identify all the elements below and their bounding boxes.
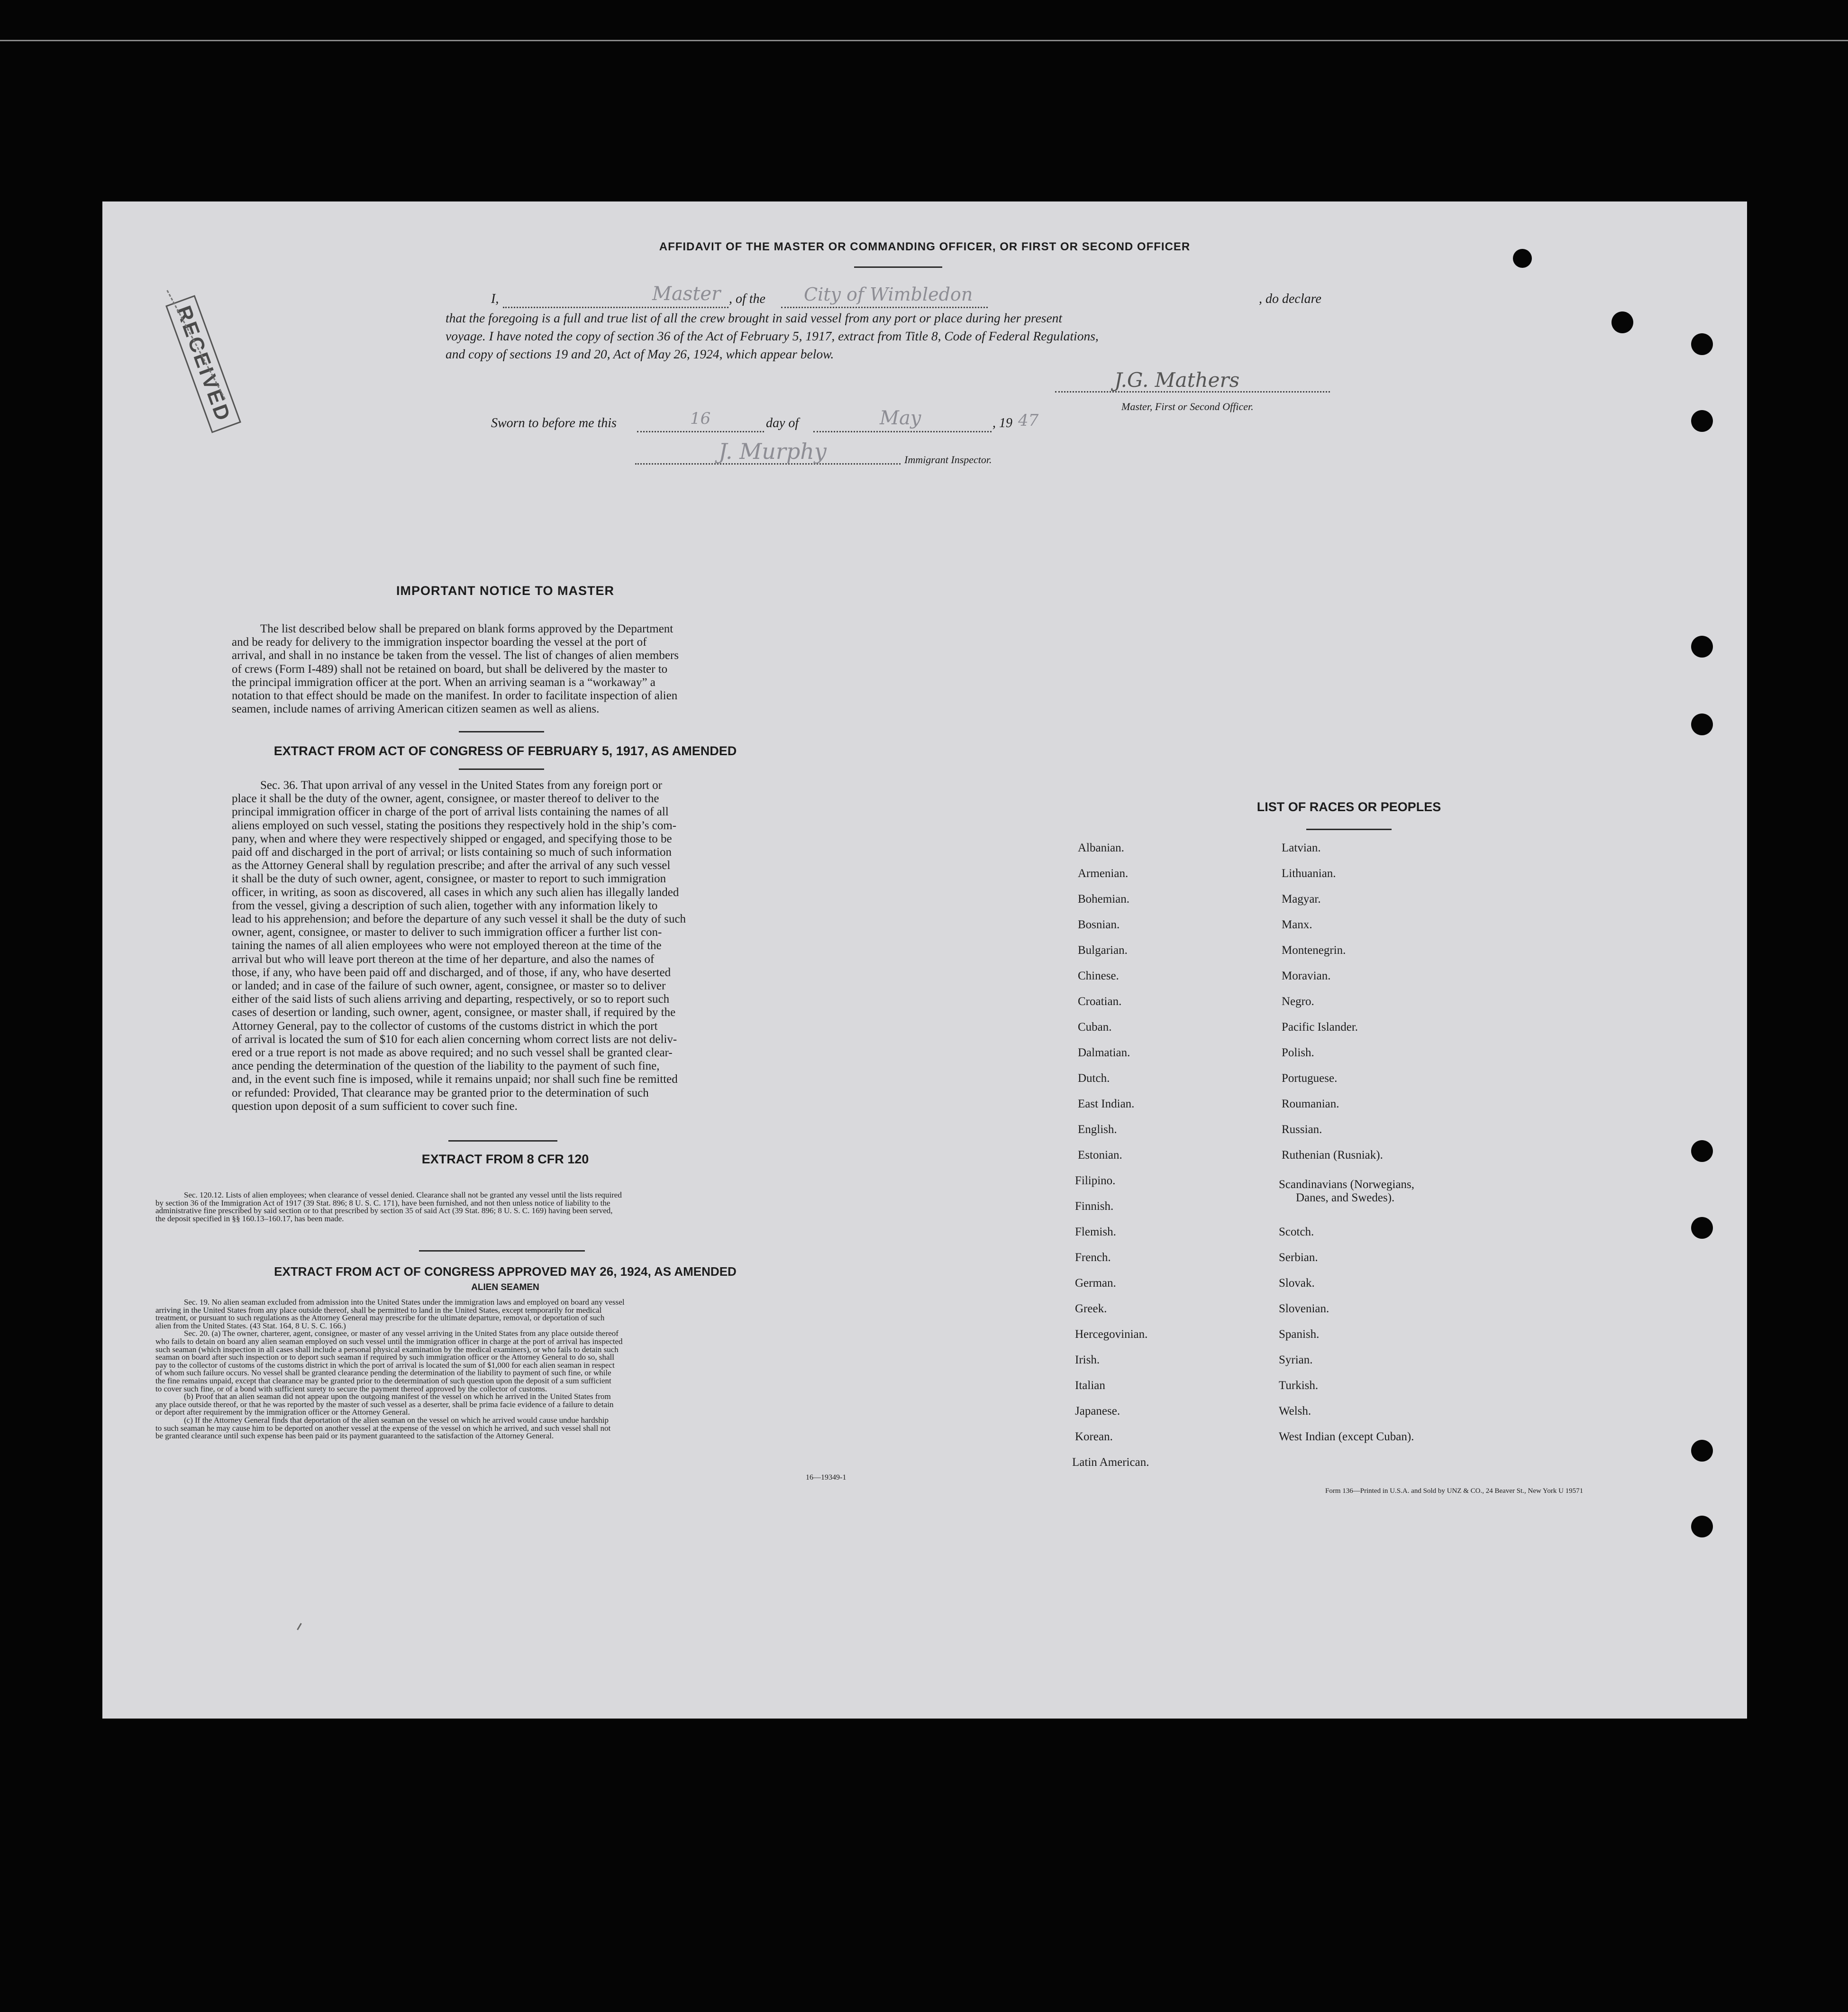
punch-hole	[1611, 311, 1633, 333]
race-item: Greek.	[1075, 1302, 1107, 1315]
inspector-caption: Immigrant Inspector.	[904, 454, 992, 466]
extract-1917-line: arrival but who will leave port thereon at the time of her departure, and also the names of	[232, 952, 655, 966]
race-item: Irish.	[1075, 1354, 1100, 1366]
affidavit-divider	[854, 266, 942, 268]
notice-line: of crews (Form I-489) shall not be retained on board, but shall be delivered by the master to	[232, 662, 668, 676]
extract-1917-line: principal immigration officer in charge of the port of arrival lists containing the names of all	[232, 805, 669, 819]
race-item: Japanese.	[1075, 1405, 1120, 1418]
section-divider	[419, 1250, 585, 1252]
punch-hole	[1691, 636, 1713, 658]
extract-1917-line: ered or a true report is not made as above required; and no such vessel shall be granted clear-	[232, 1046, 673, 1060]
race-item: Slovak.	[1279, 1277, 1315, 1290]
race-item: Filipino.	[1075, 1174, 1116, 1187]
race-item: Korean.	[1075, 1430, 1113, 1443]
punch-hole	[1691, 333, 1713, 355]
race-item: Russian.	[1282, 1123, 1322, 1136]
race-item: Pacific Islander.	[1282, 1021, 1358, 1033]
race-item: Moravian.	[1282, 969, 1331, 982]
extract-1917-line: owner, agent, consignee, or master to deliver to such immigration officer a further list con-	[232, 926, 662, 939]
extract-1924-line: arriving in the United States from any place outside thereof, shall be permitted to land in the United States, except temporarily for medical	[155, 1305, 602, 1315]
affidavit-title: AFFIDAVIT OF THE MASTER OR COMMANDING OFFICER, OR FIRST OR SECOND OFFICER	[659, 240, 1191, 253]
document-page	[102, 201, 1747, 1719]
extract-1917-line: it shall be the duty of such owner, agent, consignee, or master to report to such immigration	[232, 872, 666, 886]
notice-line: the principal immigration officer at the port. When an arriving seaman is a “workaway” a	[232, 676, 655, 689]
race-item: Scandinavians (Norwegians,	[1279, 1178, 1415, 1191]
extract-1917-line: place it shall be the duty of the owner, agent, consignee, or master thereof to deliver to the	[232, 792, 659, 805]
race-item: East Indian.	[1078, 1097, 1135, 1110]
extract-1924-line: of whom such failure occurs. No vessel shall be granted clearance pending the determination of the liability to payment of such fine, or while	[155, 1368, 611, 1378]
extract-1917-line: those, if any, who have been paid off and discharged, and of those, if any, who have deserted	[232, 966, 671, 979]
notice-line: The list described below shall be prepared on blank forms approved by the Department	[260, 622, 674, 635]
signature-caption: Master, First or Second Officer.	[1121, 401, 1254, 412]
section-divider	[459, 731, 544, 732]
extract-1917-line: or landed; and in case of the failure of such owner, agent, consignee, or master so to deliver	[232, 979, 666, 993]
extract-1917-line: question upon deposit of a sum sufficient to cover such fine.	[232, 1099, 518, 1113]
cfr-line: Sec. 120.12. Lists of alien employees; when clearance of vessel denied. Clearance shall not be granted any vessel until the lists required	[184, 1190, 622, 1199]
extract-1924-line: (b) Proof that an alien seaman did not appear upon the outgoing manifest of the vessel on which he arrived in the United States from	[184, 1392, 611, 1401]
race-item: Lithuanian.	[1282, 867, 1336, 880]
extract-1917-line: officer, in writing, as soon as discovered, all cases in which any such alien has illegally landed	[232, 886, 679, 899]
extract-1924-line: alien from the United States. (43 Stat. 164, 8 U. S. C. 166.)	[155, 1321, 346, 1330]
extract-1924-line: who fails to detain on board any alien seaman employed on such vessel until the immigration officer in charge at the port of arrival has inspected	[155, 1336, 623, 1346]
race-item: Flemish.	[1075, 1225, 1116, 1238]
extract-1917-line: and, in the event such fine is imposed, while it remains unpaid; nor shall such fine be remitted	[232, 1073, 678, 1086]
extract-1917-line: as the Attorney General shall by regulation prescribe; and after the arrival of any such vessel	[232, 859, 671, 872]
notice-title: IMPORTANT NOTICE TO MASTER	[396, 584, 614, 598]
handwritten-month: May	[880, 407, 921, 429]
punch-hole	[1691, 1516, 1713, 1537]
printer-footer: Form 136—Printed in U.S.A. and Sold by UNZ & CO., 24 Beaver St., New York U 19571	[1325, 1487, 1584, 1495]
extract-1924-line: or deport after requirement by the immigration officer or the Attorney General.	[155, 1408, 410, 1417]
race-item: Turkish.	[1279, 1379, 1319, 1392]
race-item: English.	[1078, 1123, 1117, 1136]
extract-1924-text	[155, 1299, 852, 1440]
races-title: LIST OF RACES OR PEOPLES	[1256, 800, 1441, 814]
extract-1924-line: to cover such fine, or of a bond with sufficient surety to secure the payment thereof approved by the collector of customs.	[155, 1384, 547, 1393]
race-item: Polish.	[1282, 1046, 1314, 1059]
extract-1924-line: (c) If the Attorney General finds that deportation of the alien seaman on the vessel on which he arrived would cause undue hardship	[184, 1415, 609, 1425]
race-item: Serbian.	[1279, 1251, 1318, 1264]
race-item: Negro.	[1282, 995, 1314, 1008]
extract-1924-line: be granted clearance until such expense has been paid or its payment guaranteed to the satisfaction of the Attorney General.	[155, 1431, 554, 1441]
race-item: German.	[1075, 1277, 1116, 1290]
race-item: Manx.	[1282, 918, 1312, 931]
race-item: Spanish.	[1279, 1328, 1320, 1341]
notice-line: seamen, include names of arriving American citizen seamen as well as aliens.	[232, 703, 600, 716]
master-signature: J.G. Mathers	[1114, 368, 1240, 392]
notice-line: and be ready for delivery to the immigration inspector boarding the vessel at the port of	[232, 636, 647, 649]
race-item: Estonian.	[1078, 1149, 1122, 1161]
affidavit-prefix: I,	[491, 292, 499, 306]
notice-line: notation to that effect should be made on the manifest. In order to facilitate inspection of alien	[232, 689, 678, 703]
extract-1917-line: Attorney General, pay to the collector of customs of the customs district in which the port	[232, 1019, 658, 1033]
race-item: Ruthenian (Rusniak).	[1282, 1149, 1383, 1161]
cfr-line: administrative fine prescribed by said section or to that prescribed by section 35 of said Act (39 Stat. 896; 8 U. S. C. 169) having been served,	[155, 1206, 613, 1216]
race-item: Scotch.	[1279, 1225, 1314, 1238]
extract-1924-line: the fine remains unpaid, except that clearance may be granted prior to the determination of such question upon the deposit of a sum sufficient	[155, 1376, 611, 1385]
affidavit-suffix: , do declare	[1259, 292, 1321, 306]
race-item: Bulgarian.	[1078, 944, 1128, 957]
handwritten-ship: City of Wimbledon	[804, 284, 973, 305]
race-item: Cuban.	[1078, 1021, 1112, 1033]
extract-1924-line: treatment, or pursuant to such regulations as the Attorney General may prescribe for the ultimate departure, removal, or deportation of such	[155, 1313, 605, 1323]
race-item: Montenegrin.	[1282, 944, 1346, 957]
race-item: Welsh.	[1279, 1405, 1311, 1418]
extract-1924-line: pay to the collector of customs of the customs district in which the port of arrival is located the sum of $1,000 for each alien seaman in respect	[155, 1360, 615, 1370]
race-item: Croatian.	[1078, 995, 1122, 1008]
race-item: Portuguese.	[1282, 1072, 1338, 1085]
sworn-prefix: Sworn to before me this	[491, 416, 617, 430]
extract-1917-line: from the vessel, giving a description of such alien, together with any information likely to	[232, 899, 658, 912]
extract-1917-line: taining the names of all alien employees who were not employed thereon at the time of the	[232, 939, 662, 952]
extract-1917-line: ance pending the determination of the question of the liability to the payment of such fine,	[232, 1060, 660, 1073]
extract-1924-line: to such seaman he may cause him to be deported on another vessel at the expense of the vessel on which he arrived, and such vessel shall not	[155, 1423, 611, 1433]
extract-1917-line: lead to his apprehension; and before the departure of any such vessel it shall be the duty of such	[232, 913, 686, 926]
extract-1917-line: Sec. 36. That upon arrival of any vessel in the United States from any foreign port or	[260, 779, 662, 792]
extract-1917-line: paid off and discharged in the port of arrival; or lists containing so much of such information	[232, 846, 672, 859]
cfr-line: by section 36 of the Immigration Act of 1917 (39 Stat. 896; 8 U. S. C. 171), have been furnished, and not then unless notice of liability to the	[155, 1198, 610, 1207]
race-item: Bosnian.	[1078, 918, 1120, 931]
signature-line	[1055, 377, 1330, 393]
extract-1924-subtitle: ALIEN SEAMEN	[471, 1282, 539, 1292]
handwritten-name: Master	[652, 283, 721, 305]
extract-1917-line: aliens employed on such vessel, stating the positions they respectively hold in the ship’s com-	[232, 819, 677, 832]
scan-top-line	[0, 40, 1848, 41]
race-item: Albanian.	[1078, 841, 1124, 854]
extract-1924-line: Sec. 19. No alien seaman excluded from admission into the United States under the immigration laws and employed on board any vessel	[184, 1298, 625, 1307]
race-item: Latin American.	[1072, 1456, 1149, 1469]
race-item: Finnish.	[1075, 1200, 1114, 1213]
race-item: Danes, and Swedes).	[1296, 1191, 1395, 1204]
extract-1917-line: either of the said lists of such aliens arriving and departing, respectively, or so to report such	[232, 993, 670, 1006]
section-divider	[448, 1140, 557, 1142]
extract-1924-title: EXTRACT FROM ACT OF CONGRESS APPROVED MAY 26, 1924, AS AMENDED	[274, 1264, 737, 1279]
race-item: Latvian.	[1282, 841, 1321, 854]
extract-1917-line: pany, when and where they were respectively shipped or engaged, and specifying those to be	[232, 832, 672, 845]
extract-1917-text	[232, 779, 788, 1113]
race-item: Bohemian.	[1078, 893, 1130, 905]
extract-1917-line: cases of desertion or landing, such owner, agent, consignee, or master shall, if required by the	[232, 1006, 676, 1019]
sworn-line	[102, 407, 1747, 435]
race-item: Hercegovinian.	[1075, 1328, 1148, 1341]
affidavit-line4: and copy of sections 19 and 20, Act of May 26, 1924, which appear below.	[446, 347, 834, 361]
race-item: Slovenian.	[1279, 1302, 1329, 1315]
handwritten-day: 16	[690, 409, 711, 428]
race-item: Syrian.	[1279, 1354, 1313, 1366]
race-item: Chinese.	[1078, 969, 1119, 982]
affidavit-line3: voyage. I have noted the copy of section 36 of the Act of February 5, 1917, extract from Title 8, Code of Federal Regulations,	[446, 329, 1099, 343]
extract-1924-line: seaman on board after such inspection or to deport such seaman if required by such immigration officer or the Attorney General to do so, shall	[155, 1353, 614, 1362]
affidavit-line1	[102, 283, 1747, 311]
punch-hole	[1691, 1140, 1713, 1162]
race-item: Roumanian.	[1282, 1097, 1339, 1110]
race-item: Dutch.	[1078, 1072, 1110, 1085]
affidavit-mid: , of the	[729, 292, 765, 306]
extract-1917-line: or refunded: Provided, That clearance may be granted prior to the determination of such	[232, 1086, 649, 1099]
race-item: French.	[1075, 1251, 1111, 1264]
extract-1917-title: EXTRACT FROM ACT OF CONGRESS OF FEBRUARY 5, 1917, AS AMENDED	[273, 744, 737, 758]
sworn-mid: day of	[766, 416, 799, 430]
race-item: Magyar.	[1282, 893, 1321, 905]
cfr-title: EXTRACT FROM 8 CFR 120	[421, 1152, 589, 1166]
year-prefix: , 19	[992, 416, 1012, 430]
pen-mark	[297, 1623, 302, 1630]
extract-1924-line: any place outside thereof, or that he was reported by the master of such vessel as a deserter, shall be prima facie evidence of a failure to detain	[155, 1399, 614, 1409]
stamp-text: RECEIVED	[165, 295, 241, 433]
handwritten-year: 47	[1018, 411, 1039, 430]
form-number: 16—19349-1	[806, 1473, 847, 1482]
race-item: Dalmatian.	[1078, 1046, 1130, 1059]
notice-text	[232, 622, 788, 716]
notice-line: arrival, and shall in no instance be taken from the vessel. The list of changes of alien members	[232, 649, 679, 662]
punch-hole	[1691, 1217, 1713, 1239]
extract-1924-line: Sec. 20. (a) The owner, charterer, agent, consignee, or master of any vessel arriving in the United States from any place outside thereof	[184, 1329, 619, 1338]
cfr-text	[155, 1191, 852, 1223]
race-item: West Indian (except Cuban).	[1279, 1430, 1414, 1443]
cfr-line: the deposit specified in §§ 160.13–160.17, has been made.	[155, 1214, 344, 1223]
inspector-signature: J. Murphy	[719, 439, 827, 464]
race-item: Italian	[1075, 1379, 1105, 1392]
section-divider	[1306, 829, 1392, 830]
race-item: Armenian.	[1078, 867, 1129, 880]
affidavit-line2: that the foregoing is a full and true list of all the crew brought in said vessel from any port or place during her present	[446, 311, 1063, 325]
extract-1924-line: such seaman (which inspection in all cases shall include a personal physical examination by the medical examiners), or who fails to detain such	[155, 1344, 619, 1354]
section-divider	[459, 768, 544, 770]
punch-hole	[1691, 1440, 1713, 1462]
extract-1917-line: of arrival is located the sum of $10 for each alien concerning whom correct lists are not deliv-	[232, 1033, 677, 1046]
punch-hole	[1691, 713, 1713, 735]
